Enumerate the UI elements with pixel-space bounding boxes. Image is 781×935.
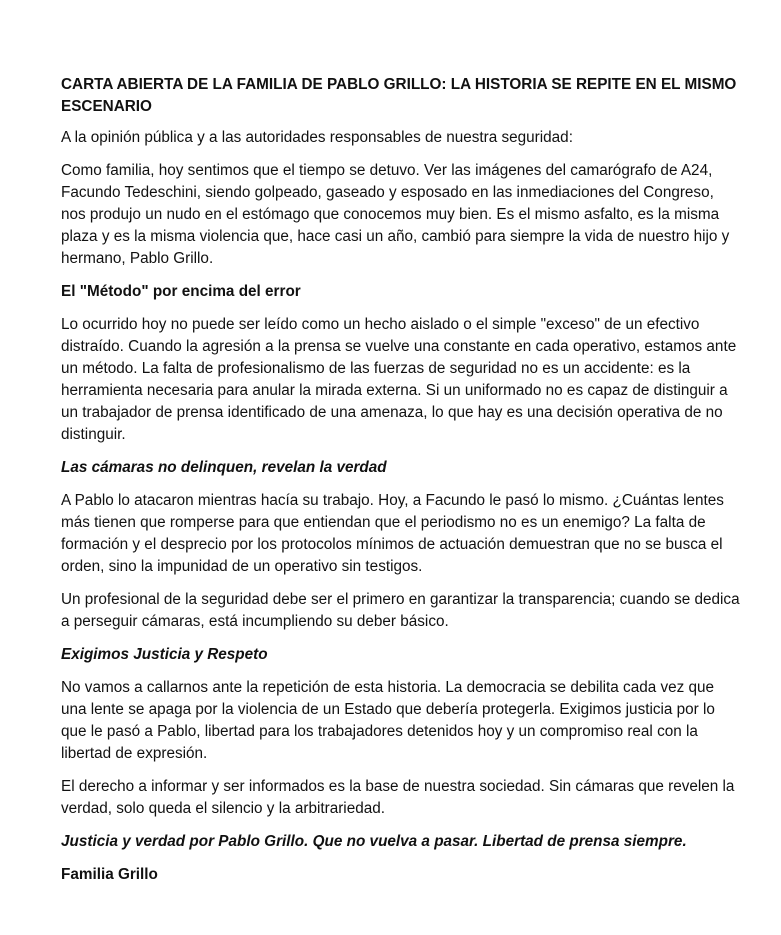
section-paragraph-camaras-1: A Pablo lo atacaron mientras hacía su trabajo. Hoy, a Facundo le pasó lo mismo. ¿Cuántas lentes más tienen que romperse para que entiendan que el periodismo no es un enemigo? La falta de formación y el desprecio por los protocolos mínimos de actuación demuestran que no se busca el orden, sino la impunidad de un operativo sin testigos.	[61, 492, 724, 575]
salutation: A la opinión pública y a las autoridades responsables de nuestra seguridad:	[61, 129, 573, 146]
letter-title: CARTA ABIERTA DE LA FAMILIA DE PABLO GRILLO: LA HISTORIA SE REPITE EN EL MISMO ESCENARIO	[61, 76, 737, 115]
section-paragraph-metodo: Lo ocurrido hoy no puede ser leído como un hecho aislado o el simple "exceso" de un efectivo distraído. Cuando la agresión a la prensa se vuelve una constante en cada operativo, estamos ante un método. La falta de profesionalismo de las fuerzas de seguridad no es un accidente: es la herramienta necesaria para anular la mirada externa. Si un uniformado no es capaz de distinguir a un trabajador de prensa identificado de una amenaza, lo que hay es una decisión operativa de no distinguir.	[61, 316, 737, 443]
section-paragraph-justicia-1: No vamos a callarnos ante la repetición de esta historia. La democracia se debilita cada vez que una lente se apaga por la violencia de un Estado que debería protegerla. Exigimos justicia por lo que le pasó a Pablo, libertad para los trabajadores detenidos hoy y un compromiso real con la libertad de expresión.	[61, 679, 715, 762]
intro-paragraph: Como familia, hoy sentimos que el tiempo se detuvo. Ver las imágenes del camarógrafo de A24, Facundo Tedeschini, siendo golpeado, gaseado y esposado en las inmediaciones del Congreso, nos produjo un nudo en el estómago que conocemos muy bien. Es el mismo asfalto, es la misma plaza y es la misma violencia que, hace casi un año, cambió para siempre la vida de nuestro hijo y hermano, Pablo Grillo.	[61, 162, 730, 267]
signature: Familia Grillo	[61, 866, 158, 883]
section-heading-camaras: Las cámaras no delinquen, revelan la verdad	[61, 459, 387, 476]
section-heading-metodo: El "Método" por encima del error	[61, 283, 301, 300]
section-heading-justicia: Exigimos Justicia y Respeto	[61, 646, 268, 663]
section-paragraph-justicia-2: El derecho a informar y ser informados es la base de nuestra sociedad. Sin cámaras que revelen la verdad, solo queda el silencio y la arbitrariedad.	[61, 778, 735, 817]
section-paragraph-camaras-2: Un profesional de la seguridad debe ser el primero en garantizar la transparencia; cuando se dedica a perseguir cámaras, está incumpliendo su deber básico.	[61, 591, 740, 630]
letter-page	[61, 74, 741, 897]
closing-line: Justicia y verdad por Pablo Grillo. Que no vuelva a pasar. Libertad de prensa siempre.	[61, 833, 687, 850]
